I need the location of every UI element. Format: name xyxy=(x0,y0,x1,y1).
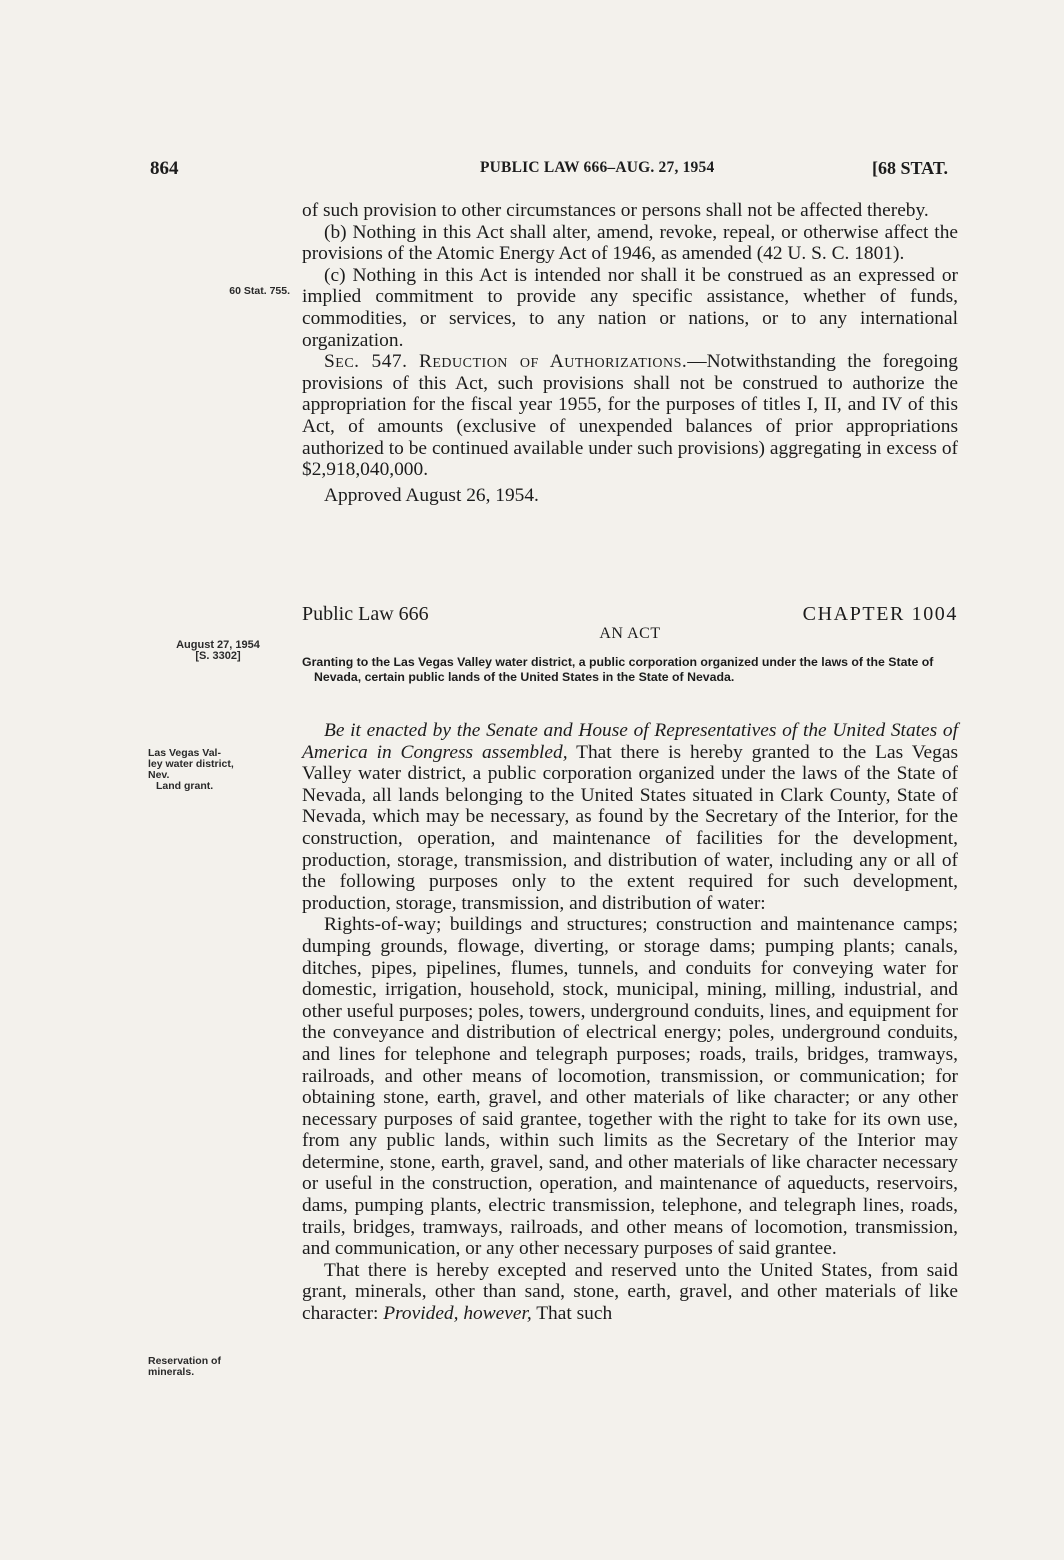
volume-reference: [68 STAT. xyxy=(872,158,949,178)
act-synopsis: Granting to the Las Vegas Valley water district, a public corporation organized under the laws of the State of Nevada, certain public lands of the United States in the State of Nevada. xyxy=(302,655,934,684)
enacting-text: That there is hereby granted to the Las Vegas Valley water district, a public corporation organized under the laws of the State of Nevada, all lands belonging to the United States situated in Clark County, State of Nevada, which may be necessary, as found by the Secretary of the Interior, for the construction, operation, and maintenance of facilities for the development, production, storage, transmission, and distribution of water, including any or all of the following purposes only to the extent required for such development, production, storage, transmission, and distribution of water: xyxy=(302,741,958,914)
subject-line: Las Vegas Val- xyxy=(148,747,221,759)
running-title: PUBLIC LAW 666–AUG. 27, 1954 xyxy=(480,159,715,176)
page-number: 864 xyxy=(150,158,179,179)
page-header xyxy=(150,158,970,184)
section-label: Sec. 547. xyxy=(324,351,408,373)
reservation-line: Reservation of xyxy=(148,1355,221,1367)
section-text xyxy=(302,200,958,506)
date-line: August 27, 1954 xyxy=(176,639,260,651)
subject-line: Land grant. xyxy=(156,780,214,792)
section-547 xyxy=(302,351,958,481)
enacting-formula: Be it enacted by the Senate and House of Representatives of the United States of America in Congress assembled, xyxy=(302,720,958,763)
reservation-paragraph xyxy=(302,1260,958,1325)
proviso: Provided, however, xyxy=(383,1303,532,1325)
margin-subject xyxy=(148,748,293,792)
chapter-number: CHAPTER 1004 xyxy=(802,603,958,625)
law-heading xyxy=(302,603,958,627)
reservation-line: minerals. xyxy=(148,1366,195,1378)
citation-text: 60 Stat. 755. xyxy=(229,285,290,297)
act-title: AN ACT xyxy=(599,625,661,642)
section-heading: Reduction of Authorizations. xyxy=(418,351,688,373)
enacting-clause xyxy=(302,720,958,914)
act-body xyxy=(302,720,958,1325)
margin-citation xyxy=(140,286,290,297)
margin-date xyxy=(148,640,288,662)
paragraph-b: (b) Nothing in this Act shall alter, amend, revoke, repeal, or otherwise affect the provisions of the Atomic Energy Act of 1946, as amended (42 U. S. C. 1801). xyxy=(302,221,958,265)
reservation-end: That such xyxy=(531,1303,613,1325)
purposes-paragraph: Rights-of-way; buildings and structures; construction and maintenance camps; dumping grounds, flowage, diverting, or storage dams; pumping plants; canals, ditches, pipes, pipelines, flumes, tunnels, and conduits for conveying water for domestic, irrigation, household, stock, municipal, mining, milling, industrial, and other useful purposes; poles, towers, underground conduits, lines, and equipment for the conveyance and distribution of electrical energy; poles, underground conduits, and lines for telephone and telegraph purposes; roads, trails, bridges, tramways, railroads, and other means of locomotion, transmission, or communication; for obtaining stone, earth, gravel, and other materials of like character; or any other necessary purposes of said grantee, together with the right to take for its own use, from any public lands, within such limits as the Secretary of the Interior may determine, stone, earth, gravel, sand, and other materials of like character necessary or useful in the construction, operation, and maintenance of aqueducts, reservoirs, dams, pumping plants, electric transmission, telephone, and telegraph lines, roads, trails, bridges, tramways, railroads, and other means of locomotion, transmission, and communication, or any other necessary purposes of said grantee. xyxy=(302,914,958,1260)
paragraph-c: (c) Nothing in this Act is intended nor shall it be construed as an expressed or implied commitment to provide any specific assistance, whether of funds, commodities, or services, to any nation or nations, or to any international organization. xyxy=(302,264,958,351)
margin-reservation xyxy=(148,1356,293,1378)
section-547-text: —Notwithstanding the foregoing provisions of this Act, such provisions shall not be construed to authorize the appropriation for the fiscal year 1955, for the purposes of titles I, II, and IV of this Act, of amounts (exclusive of unexpended balances of prior appropriations authorized to be continued available under such provisions) aggregating in excess of $2,918,040,000. xyxy=(302,351,958,481)
bill-number: [S. 3302] xyxy=(195,650,241,662)
public-law-number: Public Law 666 xyxy=(302,603,429,625)
subject-line: ley water district, xyxy=(148,758,234,770)
reservation-text: That there is hereby excepted and reserved unto the United States, from said grant, minerals, other than sand, stone, earth, gravel, and other materials of like character: xyxy=(302,1259,958,1325)
paragraph-continuation: of such provision to other circumstances or persons shall not be affected thereby. xyxy=(302,200,929,221)
approved-line: Approved August 26, 1954. xyxy=(324,484,539,506)
subject-line: Nev. xyxy=(148,769,170,781)
